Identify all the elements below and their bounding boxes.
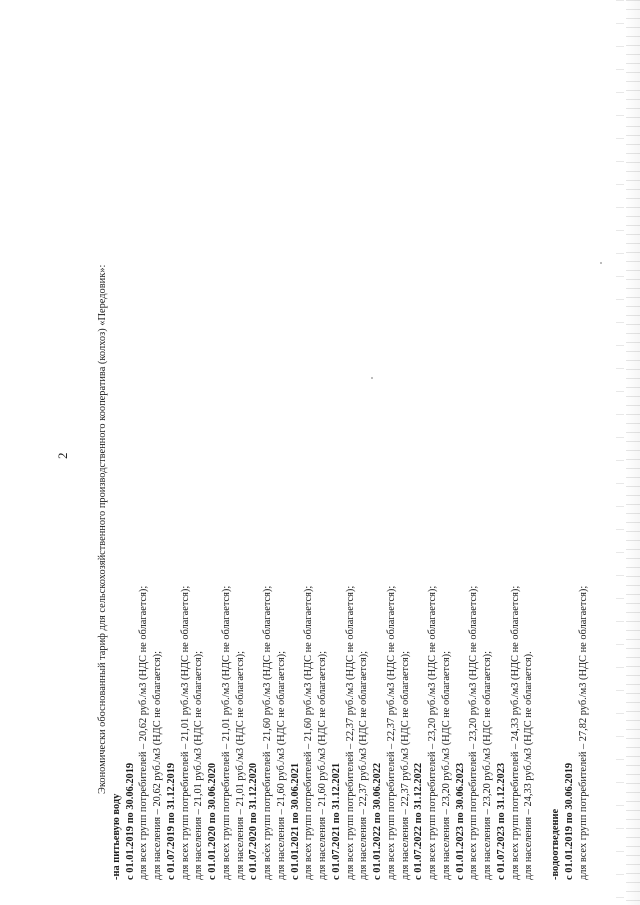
period-date: с 01.01.2019 по 30.06.2019 [124,762,136,880]
consumers-tariff-line: для всех групп потребителей – 27,82 руб./м3 (НДС не облагается); [577,585,589,880]
population-tariff-line: для населения – 23,20 руб./м3 (НДС не облагается); [482,651,493,880]
water-period-block [247,20,288,880]
intro-paragraph: Экономически обоснованный тариф для сельскохозяйственного производственного кооператива (колхоз) «Передовик»: [97,264,108,794]
period-date: с 01.01.2020 по 30.06.2020 [207,762,218,880]
population-tariff-line: для населения – 22,37 руб./м3 (НДС не облагается); [358,651,370,880]
consumers-tariff-line: для всех групп потребителей – 20,62 руб./м3 (НДС не облагается); [138,585,150,880]
water-period-block [495,20,536,880]
period-date: с 01.07.2020 по 31.12.2020 [248,762,260,880]
population-tariff-line: для населения – 21,60 руб./м3 (НДС не облагается); [275,651,287,880]
water-period-block [412,20,453,880]
period-date: с 01.01.2021 по 30.06.2021 [289,762,301,880]
population-tariff-line: для населения – 21,01 руб./м3 (НДС не облагается); [193,651,205,880]
water-period-block [289,20,330,880]
period-date: с 01.07.2021 по 31.12.2021 [330,762,342,880]
consumers-tariff-line: для всех групп потребителей – 21,60 руб./м3 (НДС не облагается); [262,585,273,880]
consumers-tariff-line: для всех групп потребителей – 23,20 руб./м3 (НДС не облагается); [427,585,438,880]
period-date: с 01.07.2019 по 31.12.2019 [165,762,177,880]
water-period-block [330,20,371,880]
water-period-block [206,20,247,880]
period-date: с 01.01.2019 по 30.06.2019 [563,762,575,880]
consumers-tariff-line: для всех групп потребителей – 23,20 руб./м3 (НДС не облагается); [468,585,480,880]
population-tariff-line: для населения – 22,37 руб./м3 (НДС не облагается); [399,651,411,880]
population-tariff-line: для населения – 24,33 руб./м3 (НДС не облагается). [523,651,535,880]
consumers-tariff-line: для всех групп потребителей – 21,60 руб./м3 (НДС не облагается); [303,585,315,880]
water-period-block [165,20,206,880]
tariff-text [96,20,590,880]
population-tariff-line: для населения – 23,20 руб./м3 (НДС не облагается); [440,651,452,880]
section-gap [536,20,549,880]
page-number: 2 [55,452,70,459]
drainage-period-block [563,20,591,880]
water-period-block [454,20,495,880]
period-date: с 01.01.2022 по 30.06.2022 [372,762,383,880]
period-date: с 01.01.2023 по 30.06.2023 [454,762,466,880]
period-date: с 01.07.2023 по 31.12.2023 [495,762,507,880]
consumers-tariff-line: для всех групп потребителей – 21,01 руб./м3 (НДС не облагается); [220,585,232,880]
consumers-tariff-line: для всех групп потребителей – 22,37 руб./м3 (НДС не облагается); [344,585,356,880]
water-period-block [124,20,165,880]
consumers-tariff-line: для всех групп потребителей – 22,37 руб./м3 (НДС не облагается); [385,585,397,880]
population-tariff-line: для населения – 21,01 руб./м3 (НДС не облагается); [234,651,246,880]
water-period-block [371,20,412,880]
drainage-section-heading: -водоотведение [550,808,561,880]
population-tariff-line: для населения – 21,60 руб./м3 (НДС не облагается); [317,651,328,880]
water-section-heading: -на питьевую воду [110,793,122,880]
population-tariff-line: для населения – 20,62 руб./м3 (НДС не облагается); [152,651,163,880]
consumers-tariff-line: для всех групп потребителей – 24,33 руб./м3 (НДС не облагается); [509,585,521,880]
consumers-tariff-line: для всех групп потребителей – 21,01 руб./м3 (НДС не облагается); [179,585,191,880]
period-date: с 01.07.2022 по 31.12.2022 [413,762,425,880]
